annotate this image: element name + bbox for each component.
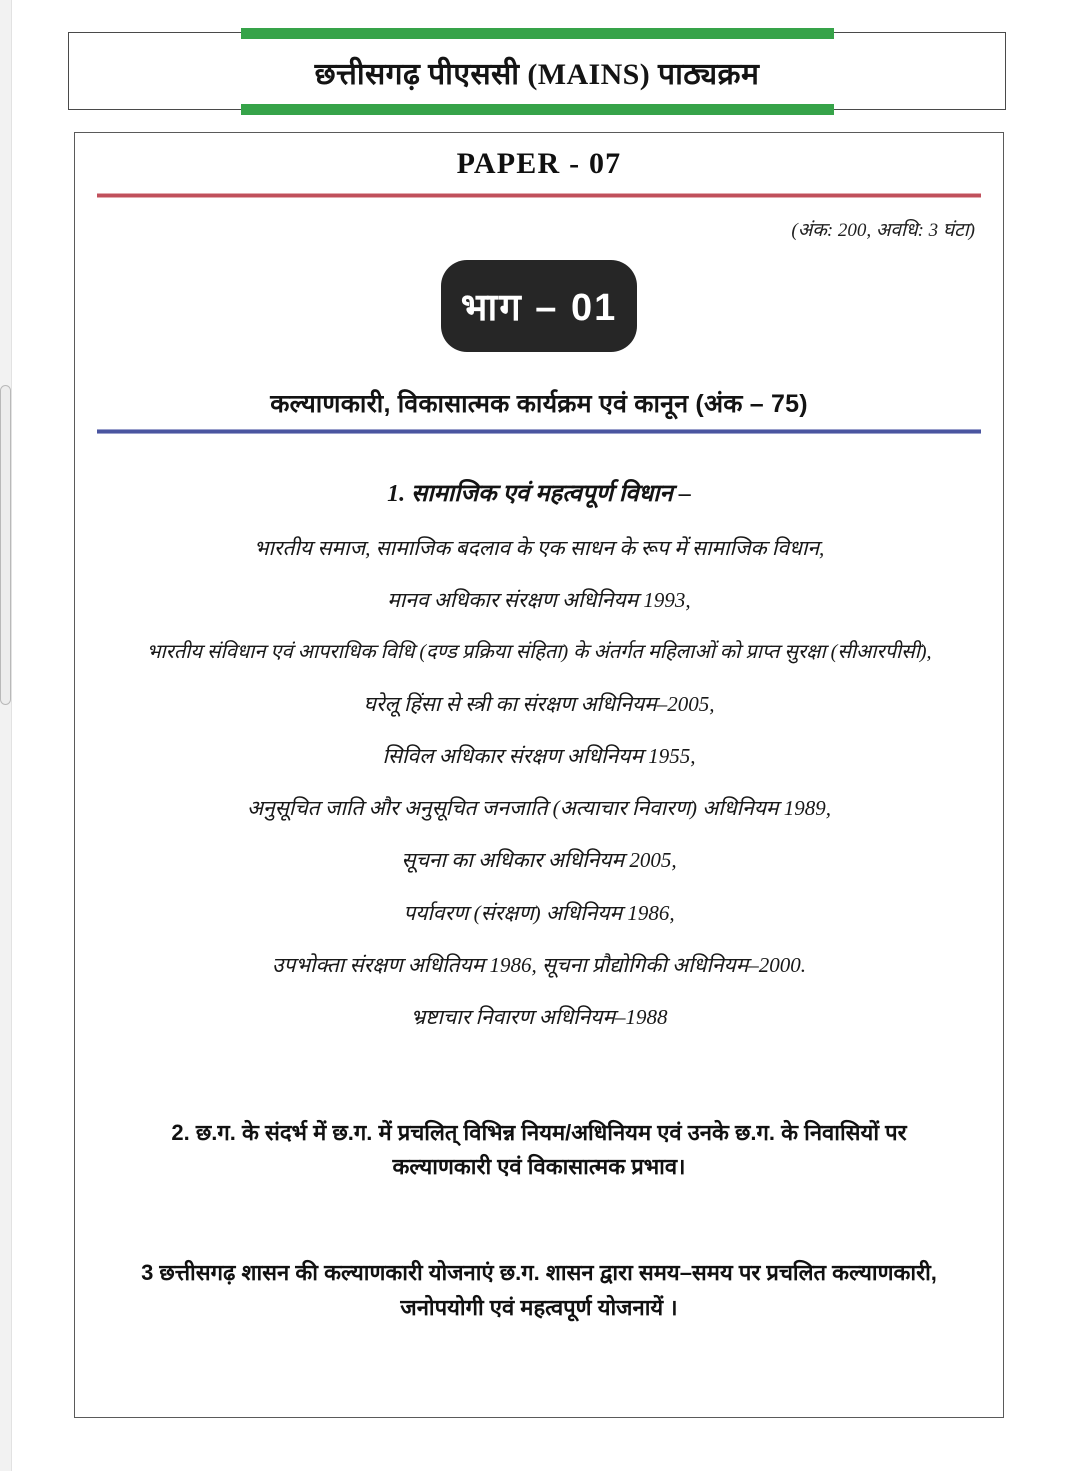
section-1-line: भारतीय संविधान एवं आपराधिक विधि (दण्ड प्रक्रिया संहिता) के अंतर्गत महिलाओं को प्राप्त सुरक्षा (सीआरपीसी), [146,640,932,663]
paper-title: PAPER - 07 [456,147,622,180]
section-1-title: 1. सामाजिक एवं महत्वपूर्ण विधान – [387,481,691,507]
section-1-line: अनुसूचित जाति और अनुसूचित जनजाति (अत्याचार निवारण) अधिनियम 1989, [246,796,831,820]
page-content [97,133,981,1417]
section-1-line: मानव अधिकार संरक्षण अधिनियम 1993, [387,588,691,613]
header-banner [68,32,1006,110]
section-1-line: भारतीय समाज, सामाजिक बदलाव के एक साधन के रूप में सामाजिक विधान, [253,536,825,560]
section-1-line: घरेलू हिंसा से स्त्री का संरक्षण अधिनियम–2005, [363,691,715,716]
section-2-paragraph: 2. छ.ग. के संदर्भ में छ.ग. में प्रचलित् विभिन्न नियम/अधिनियम एवं उनके छ.ग. के निवासियों पर कल्याणकारी एवं विकासात्मक प्रभाव। [171,1120,907,1180]
section-1-line: भ्रष्टाचार निवारण अधिनियम–1988 [410,1005,668,1029]
section-1-line: पर्यावरण (संरक्षण) अधिनियम 1986, [403,900,675,925]
section-1-line: उपभोक्ता संरक्षण अधितियम 1986, सूचना प्रौद्योगिकी अधिनियम–2000. [271,952,807,977]
section-3-paragraph: 3 छत्तीसगढ़ शासन की कल्याणकारी योजनाएं छ.ग. शासन द्वारा समय–समय पर प्रचलित कल्याणकारी, जनोपयोगी एवं महत्वपूर्ण योजनायें । [141,1260,937,1320]
syllabus-page [74,132,1004,1418]
marks-duration-text: (अंक: 200, अवधि: 3 घंटा) [791,220,975,241]
part-badge-container [97,260,981,352]
section-1-line: सिविल अधिकार संरक्षण अधिनियम 1955, [382,743,696,768]
part-badge: भाग – 01 [441,260,637,352]
part-heading: कल्याणकारी, विकासात्मक कार्यक्रम एवं कानून (अंक – 75) [270,390,808,418]
page-scrollbar[interactable] [0,0,12,1471]
section-1-line: सूचना का अधिकार अधिनियम 2005, [401,848,677,873]
blue-divider [97,429,981,434]
red-divider [97,193,981,198]
scrollbar-thumb[interactable] [0,385,11,705]
banner-title: छत्तीसगढ़ पीएससी (MAINS) पाठ्यक्रम [314,57,760,91]
